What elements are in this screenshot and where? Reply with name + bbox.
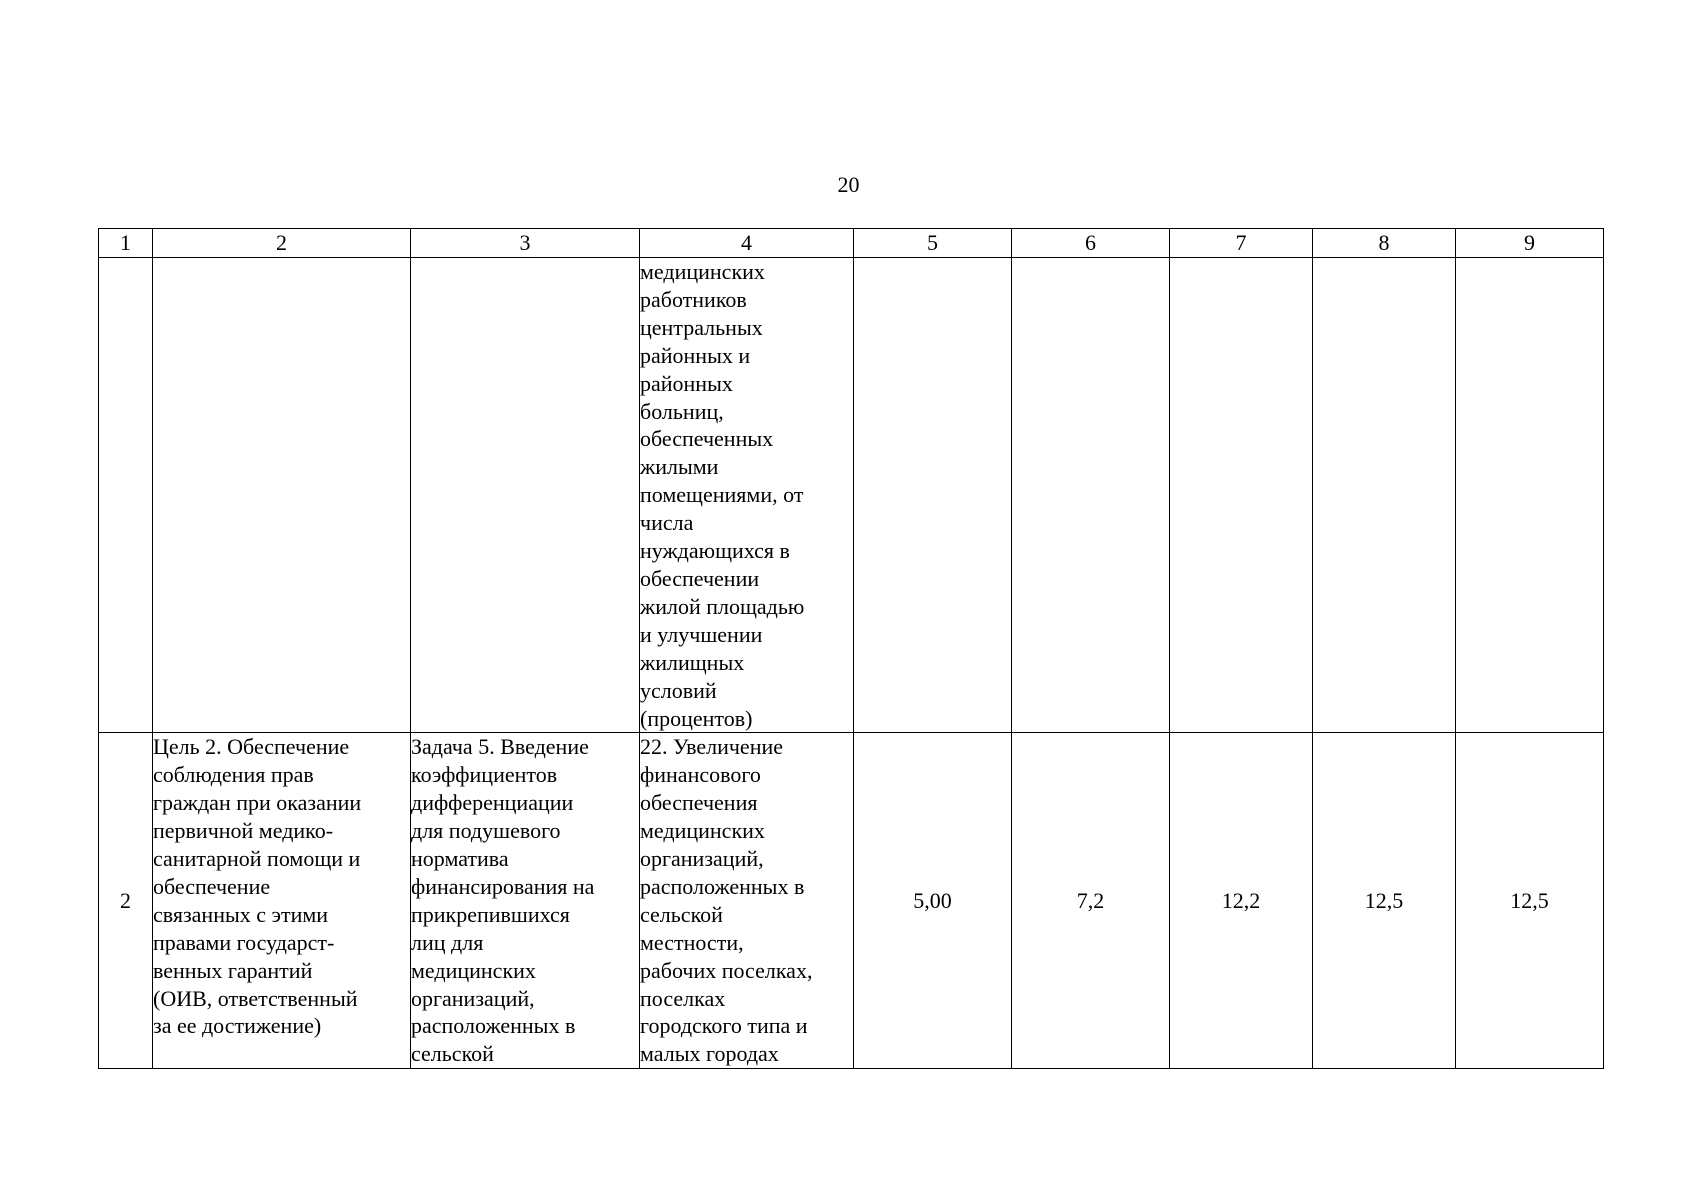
value-cell bbox=[854, 258, 1012, 733]
column-header: 6 bbox=[1012, 229, 1170, 258]
task-cell: Задача 5. Введение коэффициентов дифференциации для подушевого норматива финансирования на прикрепившихся лиц для медицинских организаций, расположенных в сельской bbox=[411, 733, 640, 1069]
task-cell bbox=[411, 258, 640, 733]
indicator-cell: 22. Увеличение финансового обеспечения медицинских организаций, расположенных в сельской местности, рабочих поселках, поселках городского типа и малых городах bbox=[640, 733, 854, 1069]
goal-cell bbox=[153, 258, 411, 733]
column-header: 8 bbox=[1313, 229, 1456, 258]
column-header: 7 bbox=[1170, 229, 1313, 258]
value-cell: 12,5 bbox=[1456, 733, 1604, 1069]
goal-cell: Цель 2. Обеспечение соблюдения прав граждан при оказании первичной медико- санитарной помощи и обеспечение связанных с этими правами государст- венных гарантий (ОИВ, ответственный за ее достижение) bbox=[153, 733, 411, 1069]
table-row bbox=[99, 733, 1604, 1069]
indicator-cell: медицинских работников центральных районных и районных больниц, обеспеченных жилыми помещениями, от числа нуждающихся в обеспечении жилой площадью и улучшении жилищных условий (процентов) bbox=[640, 258, 854, 733]
value-cell bbox=[1170, 258, 1313, 733]
column-header: 9 bbox=[1456, 229, 1604, 258]
column-header: 4 bbox=[640, 229, 854, 258]
column-header: 3 bbox=[411, 229, 640, 258]
table-row bbox=[99, 258, 1604, 733]
value-cell bbox=[1313, 258, 1456, 733]
value-cell: 5,00 bbox=[854, 733, 1012, 1069]
table-header-row bbox=[99, 229, 1604, 258]
value-cell bbox=[1456, 258, 1604, 733]
column-header: 5 bbox=[854, 229, 1012, 258]
value-cell bbox=[1012, 258, 1170, 733]
row-number-cell bbox=[99, 258, 153, 733]
column-header: 2 bbox=[153, 229, 411, 258]
value-cell: 7,2 bbox=[1012, 733, 1170, 1069]
indicators-table bbox=[98, 228, 1604, 1069]
column-header: 1 bbox=[99, 229, 153, 258]
page-number: 20 bbox=[837, 172, 860, 197]
value-cell: 12,2 bbox=[1170, 733, 1313, 1069]
value-cell: 12,5 bbox=[1313, 733, 1456, 1069]
row-number-cell: 2 bbox=[99, 733, 153, 1069]
